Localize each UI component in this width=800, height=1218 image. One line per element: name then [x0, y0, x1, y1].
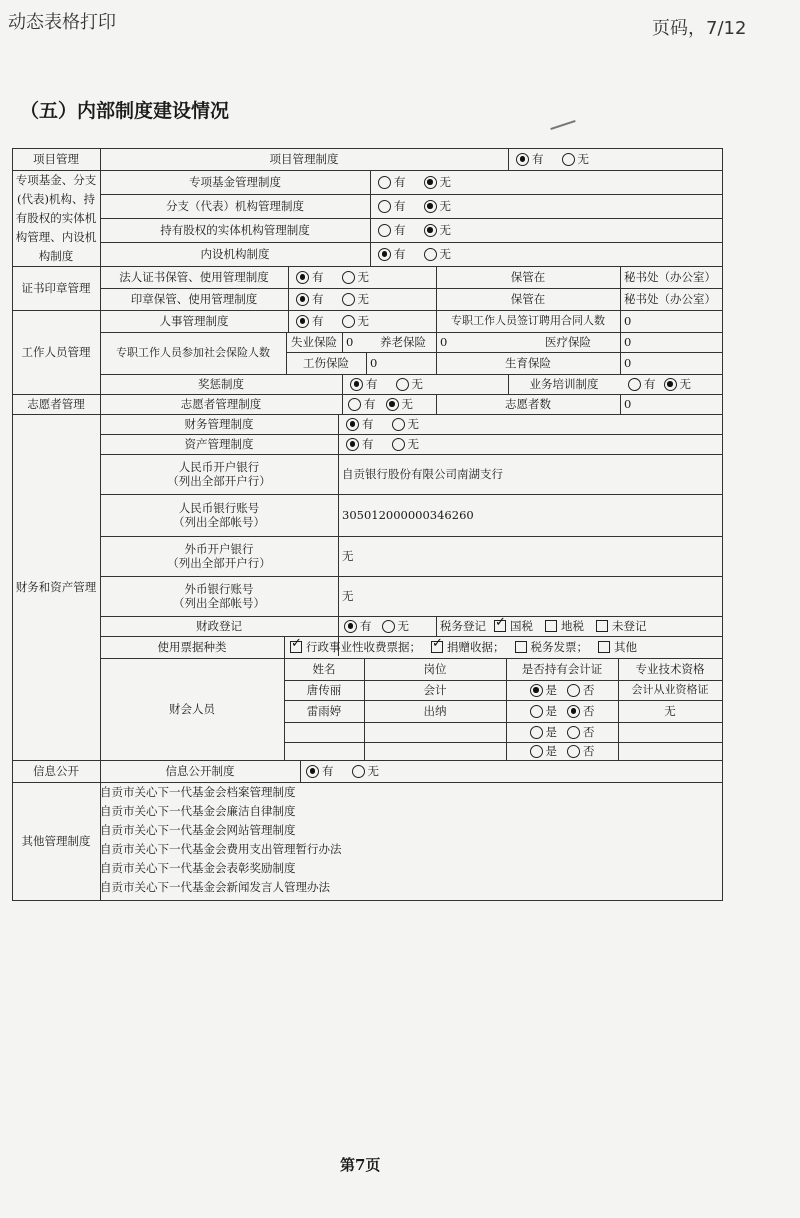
checkbox-other-icon[interactable]	[598, 641, 610, 653]
table-row-cert	[506, 700, 618, 722]
internal-options	[370, 242, 722, 266]
fiscal-reg-label: 财政登记	[196, 619, 242, 633]
radio-no-icon[interactable]	[342, 271, 355, 284]
fx-account-label-line1: 外币银行账号	[184, 582, 254, 596]
hr-rule-label: 人事管理制度	[159, 314, 229, 328]
pension-label: 养老保险	[380, 335, 426, 349]
option-label: 其他	[614, 640, 637, 654]
radio-yes-icon[interactable]	[530, 705, 543, 718]
seal-options	[288, 288, 436, 310]
option-label: 是	[545, 704, 557, 718]
finance-rule-label: 财务管理制度	[184, 417, 254, 431]
option-label: 否	[583, 704, 595, 718]
tax-reg-row	[436, 616, 722, 636]
other-rules-label: 其他管理制度	[21, 834, 91, 848]
option-label: 国税	[510, 619, 533, 633]
project-rule-label: 项目管理制度	[269, 152, 339, 166]
project-rule-options	[508, 148, 722, 170]
option-label: 否	[583, 683, 595, 697]
branch-rule-label: 分支（代表）机构管理制度	[166, 199, 304, 213]
acct-header-name: 姓名	[312, 662, 336, 676]
radio-no-icon[interactable]	[567, 684, 580, 697]
branch-options	[370, 194, 722, 218]
option-label: 无	[357, 270, 369, 284]
radio-no-icon[interactable]	[352, 765, 365, 778]
option-label: 否	[583, 744, 595, 758]
finance-asset-label: 财务和资产管理	[15, 580, 97, 594]
radio-no-icon[interactable]	[567, 705, 580, 718]
page-counter: 页码，7/12	[652, 18, 747, 39]
option-label: 无	[357, 292, 369, 306]
hr-options	[288, 310, 436, 332]
list-item: 自贡市关心下一代基金会网站管理制度	[100, 823, 296, 837]
checkbox-tax-invoice-icon[interactable]	[515, 641, 527, 653]
list-item: 自贡市关心下一代基金会新闻发言人管理办法	[100, 880, 330, 894]
info-disclosure-rule-label: 信息公开制度	[165, 764, 235, 778]
rmb-account-value: 305012000000346260	[342, 508, 474, 522]
staff-management-label: 工作人员管理	[21, 345, 91, 359]
table-row-cert	[506, 722, 618, 742]
acct-header-post: 岗位	[423, 662, 447, 676]
fx-bank-label-line1: 外币开户银行	[184, 542, 254, 556]
option-label: 有	[322, 764, 334, 778]
radio-yes-icon[interactable]	[516, 153, 529, 166]
option-label: 有	[362, 417, 374, 431]
table-row-cert	[506, 680, 618, 700]
fx-bank-label-line2: （列出全部开户行）	[167, 556, 271, 570]
option-label: 有	[394, 199, 406, 213]
table-row-qual: 会计从业资格证	[631, 683, 709, 696]
option-label: 有	[364, 397, 376, 411]
fx-account-label	[100, 576, 338, 616]
volunteer-options	[342, 394, 436, 414]
unemployment-label: 失业保险	[291, 335, 337, 349]
rmb-bank-value: 自贡银行股份有限公司南湖支行	[342, 467, 503, 481]
option-label: 无	[411, 377, 423, 391]
acct-header-qual: 专业技术资格	[635, 662, 705, 676]
table-row-post: 出纳	[423, 704, 447, 718]
radio-no-icon[interactable]	[664, 378, 677, 391]
option-label: 是	[545, 744, 557, 758]
injury-value: 0	[370, 356, 378, 370]
option-label: 地税	[561, 619, 584, 633]
keeper-value: 秘书处（办公室）	[624, 270, 716, 284]
option-label: 有	[312, 270, 324, 284]
info-disclosure-options	[300, 760, 722, 782]
volunteer-count-label: 志愿者数	[505, 397, 551, 411]
other-rules-list	[100, 783, 342, 897]
page-number: 第7页	[340, 1156, 381, 1174]
maternity-value: 0	[624, 356, 632, 370]
radio-no-icon[interactable]	[567, 745, 580, 758]
seal-rule-label: 印章保管、使用管理制度	[130, 292, 258, 306]
tax-reg-label: 税务登记	[440, 619, 486, 633]
option-label: 有	[394, 175, 406, 189]
checkbox-admin-fee-icon[interactable]	[290, 641, 302, 653]
radio-yes-icon[interactable]	[628, 378, 641, 391]
radio-no-icon[interactable]	[342, 293, 355, 306]
option-label: 有	[394, 247, 406, 261]
table-row-name: 唐传丽	[306, 683, 342, 697]
radio-no-icon[interactable]	[392, 438, 405, 451]
option-label: 有	[394, 223, 406, 237]
option-label: 是	[545, 683, 557, 697]
option-label: 未登记	[612, 619, 647, 633]
radio-no-icon[interactable]	[382, 620, 395, 633]
fx-bank-value: 无	[342, 549, 354, 563]
radio-no-icon[interactable]	[392, 418, 405, 431]
rmb-account-label-line2: （列出全部帐号）	[173, 515, 265, 529]
option-label: 是	[545, 725, 557, 739]
equity-options	[370, 218, 722, 242]
rmb-account-label	[100, 494, 338, 536]
fiscal-reg-options	[338, 616, 436, 636]
training-options	[620, 374, 722, 394]
keeper-label: 保管在	[510, 292, 546, 306]
option-label: 无	[439, 175, 451, 189]
option-label: 捐赠收据；	[447, 640, 505, 654]
reward-options	[342, 374, 508, 394]
keeper-label: 保管在	[510, 270, 546, 284]
radio-yes-icon[interactable]	[378, 248, 391, 261]
radio-yes-icon[interactable]	[296, 271, 309, 284]
injury-label: 工伤保险	[303, 356, 349, 370]
list-item: 自贡市关心下一代基金会费用支出管理暂行办法	[100, 842, 342, 856]
radio-yes-icon[interactable]	[530, 684, 543, 697]
radio-yes-icon[interactable]	[346, 438, 359, 451]
medical-value: 0	[624, 335, 632, 349]
radio-no-icon[interactable]	[567, 726, 580, 739]
table-row-post: 会计	[423, 683, 447, 697]
accountant-label: 财会人员	[169, 702, 215, 716]
legal-cert-options	[288, 266, 436, 288]
fx-bank-label	[100, 536, 338, 576]
list-item: 自贡市关心下一代基金会表彰奖励制度	[100, 861, 296, 875]
pension-value: 0	[440, 335, 448, 349]
radio-yes-icon[interactable]	[344, 620, 357, 633]
radio-yes-icon[interactable]	[296, 315, 309, 328]
option-label: 无	[357, 314, 369, 328]
option-label: 无	[401, 397, 413, 411]
option-label: 有	[312, 292, 324, 306]
bill-type-label: 使用票据种类	[157, 640, 227, 654]
option-label: 有	[644, 377, 656, 391]
bill-type-options	[284, 636, 722, 658]
volunteer-rule-label: 志愿者管理制度	[180, 397, 262, 411]
option-label: 否	[583, 725, 595, 739]
rmb-bank-label-line1: 人民币开户银行	[178, 460, 260, 474]
project-management-label: 项目管理	[33, 152, 79, 166]
option-label: 无	[577, 152, 589, 166]
option-label: 无	[679, 377, 691, 391]
radio-yes-icon[interactable]	[296, 293, 309, 306]
radio-yes-icon[interactable]	[346, 418, 359, 431]
asset-rule-options	[338, 434, 722, 454]
equity-rule-label: 持有股权的实体机构管理制度	[160, 223, 310, 237]
option-label: 无	[407, 417, 419, 431]
training-rule-label: 业务培训制度	[529, 377, 599, 391]
radio-yes-icon[interactable]	[306, 765, 319, 778]
checkbox-national-tax-icon[interactable]	[494, 620, 506, 632]
option-label: 行政事业性收费票据；	[306, 640, 421, 654]
finance-rule-options	[338, 414, 722, 434]
asset-rule-label: 资产管理制度	[184, 437, 254, 451]
radio-yes-icon[interactable]	[350, 378, 363, 391]
volunteer-count-value: 0	[624, 397, 632, 411]
table-row-name: 雷雨婷	[306, 704, 342, 718]
option-label: 税务发票；	[530, 640, 588, 654]
radio-no-icon[interactable]	[342, 315, 355, 328]
fund-branch-label: 专项基金、分支(代表)机构、持有股权的实体机构管理、内设机构制度	[15, 172, 97, 263]
radio-yes-icon[interactable]	[348, 398, 361, 411]
list-item: 自贡市关心下一代基金会廉洁自律制度	[100, 804, 296, 818]
radio-no-icon[interactable]	[424, 200, 437, 213]
pen-mark	[550, 120, 575, 130]
fx-account-label-line2: （列出全部帐号）	[173, 596, 265, 610]
radio-no-icon[interactable]	[562, 153, 575, 166]
table-row-cert	[506, 742, 618, 760]
radio-yes-icon[interactable]	[378, 176, 391, 189]
special-fund-rule-label: 专项基金管理制度	[189, 175, 281, 189]
volunteer-label: 志愿者管理	[27, 397, 85, 411]
radio-no-icon[interactable]	[396, 378, 409, 391]
checkbox-donation-receipt-icon[interactable]	[431, 641, 443, 653]
contract-count-label: 专职工作人员签订聘用合同人数	[451, 314, 605, 327]
legal-cert-rule-label: 法人证书保管、使用管理制度	[119, 270, 269, 284]
radio-yes-icon[interactable]	[530, 745, 543, 758]
rmb-bank-label-line2: （列出全部开户行）	[167, 474, 271, 488]
option-label: 有	[360, 619, 372, 633]
option-label: 无	[439, 247, 451, 261]
option-label: 无	[397, 619, 409, 633]
reward-rule-label: 奖惩制度	[198, 377, 244, 391]
radio-yes-icon[interactable]	[378, 224, 391, 237]
keeper-value: 秘书处（办公室）	[624, 292, 716, 306]
medical-label: 医疗保险	[545, 335, 591, 349]
option-label: 无	[407, 437, 419, 451]
option-label: 无	[367, 764, 379, 778]
cert-seal-label: 证书印章管理	[21, 281, 91, 295]
special-fund-options	[370, 170, 722, 194]
radio-no-icon[interactable]	[424, 176, 437, 189]
radio-no-icon[interactable]	[386, 398, 399, 411]
table-row-qual: 无	[664, 704, 676, 718]
rmb-bank-label	[100, 454, 338, 494]
option-label: 无	[439, 223, 451, 237]
section-title: （五）内部制度建设情况	[20, 100, 230, 122]
contract-count-value: 0	[624, 314, 632, 328]
option-label: 有	[532, 152, 544, 166]
rmb-account-label-line1: 人民币银行账号	[178, 501, 260, 515]
radio-no-icon[interactable]	[424, 248, 437, 261]
radio-no-icon[interactable]	[424, 224, 437, 237]
print-title: 动态表格打印	[8, 12, 116, 33]
option-label: 无	[439, 199, 451, 213]
checkbox-unregistered-icon[interactable]	[596, 620, 608, 632]
social-insurance-label: 专职工作人员参加社会保险人数	[116, 346, 270, 359]
maternity-label: 生育保险	[505, 356, 551, 370]
info-disclosure-label: 信息公开	[33, 764, 79, 778]
option-label: 有	[312, 314, 324, 328]
option-label: 有	[362, 437, 374, 451]
acct-header-cert: 是否持有会计证	[521, 662, 603, 676]
list-item: 自贡市关心下一代基金会档案管理制度	[100, 785, 296, 799]
option-label: 有	[366, 377, 378, 391]
internal-rule-label: 内设机构制度	[200, 247, 270, 261]
checkbox-local-tax-icon[interactable]	[545, 620, 557, 632]
fx-account-value: 无	[342, 589, 354, 603]
radio-yes-icon[interactable]	[530, 726, 543, 739]
radio-yes-icon[interactable]	[378, 200, 391, 213]
unemployment-value: 0	[346, 335, 354, 349]
